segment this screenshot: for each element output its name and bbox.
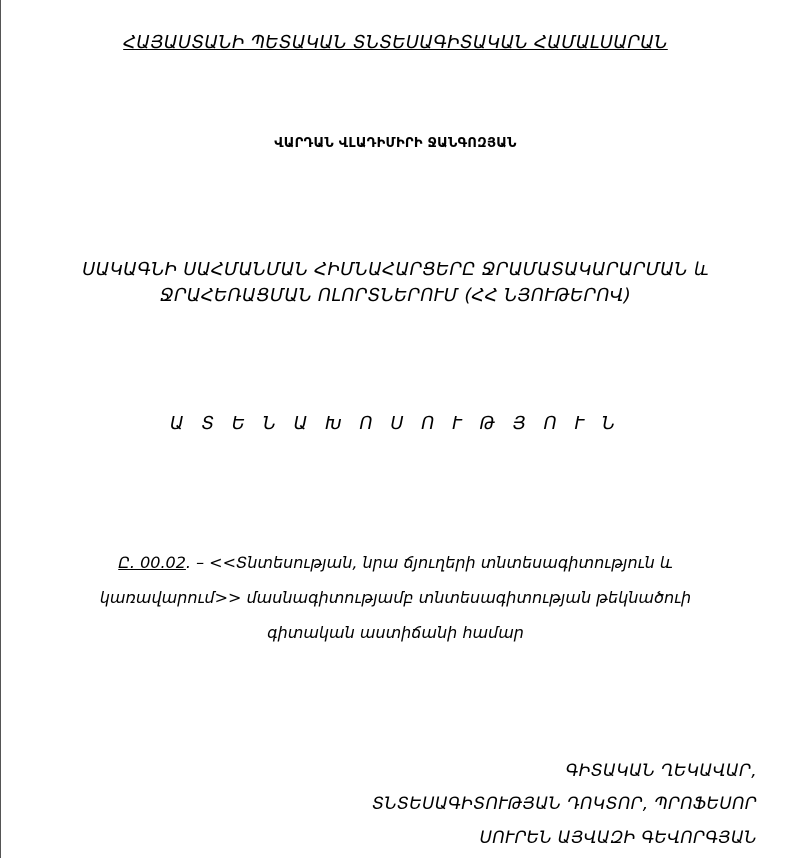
supervisor-role: ԳԻՏԱԿԱՆ ՂԵԿԱՎԱՐ, (565, 761, 757, 781)
specialty-line-2: կառավարում>> մասնագիտությամբ տնտեսագիտության թեկնածուի (99, 588, 692, 607)
document-type-heading: Ա Տ Ե Ն Ա Խ Ո Ս Ո Ւ Թ Յ Ո Ւ Ն (169, 413, 621, 434)
author-name: ՎԱՐԴԱՆ ՎԼԱԴԻՄԻՐԻ ՋԱՆԳՈԶՅԱՆ (274, 136, 517, 151)
specialty-line-1 (0, 553, 791, 572)
thesis-title-line-2: ՋՐԱՀԵՌԱՑՄԱՆ ՈԼՈՐՏՆԵՐՈՒՄ (ՀՀ ՆՅՈՒԹԵՐՈՎ) (159, 285, 632, 306)
specialty-line-3: գիտական աստիճանի համար (267, 623, 524, 642)
specialty-code: Ը. 00.02 (118, 553, 186, 572)
supervisor-degree: ՏՆՏԵՍԱԳԻՏՈՒԹՅԱՆ ԴՈԿՏՈՐ, ՊՐՈՖԵՍՈՐ (372, 794, 757, 814)
university-name: ՀԱՅԱՍՏԱՆԻ ՊԵՏԱԿԱՆ ՏՆՏԵՍԱԳԻՏԱԿԱՆ ՀԱՄԱԼՍԱՐԱՆ (123, 32, 668, 53)
specialty-line-1-text: . – <<Տնտեսության, նրա ճյուղերի տնտեսագիտություն և (185, 553, 673, 572)
supervisor-name: ՍՈՒՐԵՆ ԱՅՎԱԶԻ ԳԵՎՈՐԳՅԱՆ (479, 828, 757, 848)
thesis-title-line-1: ՍԱԿԱԳՆԻ ՍԱՀՄԱՆՄԱՆ ՀԻՄՆԱՀԱՐՑԵՐԸ ՋՐԱՄԱՏԱԿԱՐԱՐՄԱՆ և (82, 259, 709, 280)
